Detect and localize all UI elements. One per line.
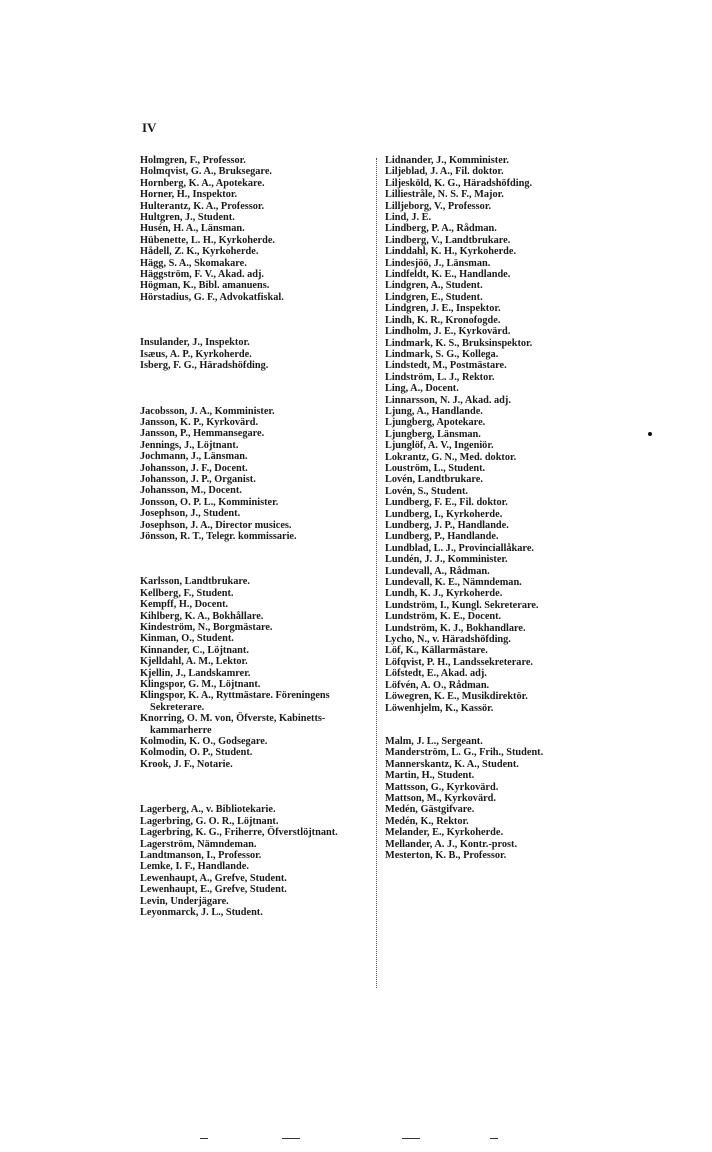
list-entry: Hornberg, K. A., Apotekare. — [140, 177, 265, 189]
list-entry: Horner, H., Inspektor. — [140, 189, 238, 201]
list-entry: Lindgren, J. E., Inspektor. — [385, 303, 501, 315]
footer-dash — [490, 1138, 498, 1139]
list-entry: Lovén, S., Student. — [385, 485, 468, 497]
list-entry: Jennings, J., Löjtnant. — [140, 439, 239, 451]
list-entry: Klingspor, K. A., Ryttmästare. Föreningens — [140, 690, 330, 702]
name-group-h — [140, 155, 372, 303]
list-entry: Lovén, Landtbrukare. — [385, 474, 483, 486]
list-entry: Mattsson, G., Kyrkovärd. — [385, 781, 499, 793]
margin-dot-mark — [648, 432, 652, 436]
list-entry: Löfvén, A. O., Rådman. — [385, 679, 490, 691]
list-entry: Karlsson, Landtbrukare. — [140, 576, 250, 588]
list-entry: Isæus, A. P., Kyrkoherde. — [140, 348, 252, 360]
list-entry: Husén, H. A., Länsman. — [140, 223, 245, 235]
list-entry: Josephson, J. A., Director musices. — [140, 519, 292, 531]
footer-rule-marks — [0, 1138, 712, 1142]
list-entry: Hultgren, J., Student. — [140, 212, 235, 224]
list-entry: Lundevall, K. E., Nämndeman. — [385, 577, 522, 589]
list-entry: Lundblad, L. J., Provinciallåkare. — [385, 542, 534, 554]
list-entry: Knorring, O. M. von, Öfverste, Kabinetts- — [140, 713, 326, 725]
list-entry: Lilliestråle, N. S. F., Major. — [385, 189, 504, 201]
list-entry: Löf, K., Källarmästare. — [385, 645, 488, 657]
list-entry: Löfstedt, E., Akad. adj. — [385, 668, 487, 680]
list-entry: Insulander, J., Inspektor. — [140, 337, 250, 349]
list-entry: Lind, J. E. — [385, 212, 432, 224]
column-divider — [376, 158, 377, 988]
list-entry: Linnarsson, N. J., Akad. adj. — [385, 394, 511, 406]
list-entry: Lindström, L. J., Rektor. — [385, 371, 495, 383]
list-entry: Ling, A., Docent. — [385, 383, 459, 395]
list-entry: Lundberg, I., Kyrkoherde. — [385, 508, 503, 520]
right-column — [385, 155, 635, 861]
list-entry: Lindgren, E., Student. — [385, 291, 483, 303]
list-entry: Högman, K., Bibl. amanuens. — [140, 280, 270, 292]
list-entry: Kjellin, J., Landskamrer. — [140, 667, 251, 679]
list-entry: Jansson, P., Hemmansegare. — [140, 428, 265, 440]
list-entry: Lindholm, J. E., Kyrkovärd. — [385, 326, 511, 338]
list-entry: Levin, Underjägare. — [140, 895, 229, 907]
list-entry-continuation: kammarherre — [150, 724, 212, 736]
list-entry: Jönsson, R. T., Telegr. kommissarie. — [140, 530, 297, 542]
list-entry: Holmqvist, G. A., Bruksegare. — [140, 166, 272, 178]
list-entry: Krook, J. F., Notarie. — [140, 758, 233, 770]
list-entry: Lindesjöö, J., Länsman. — [385, 257, 491, 269]
list-entry: Medén, Gästgifvare. — [385, 804, 475, 816]
footer-dash — [402, 1138, 420, 1139]
list-entry: Kempff, H., Docent. — [140, 599, 229, 611]
list-entry: Hådell, Z. K., Kyrkoherde. — [140, 246, 259, 258]
list-entry: Lagerbring, G. O. R., Löjtnant. — [140, 815, 279, 827]
list-entry: Mannerskantz, K. A., Student. — [385, 758, 519, 770]
list-entry: Kinman, O., Student. — [140, 633, 234, 645]
list-entry: Lundh, K. J., Kyrkoherde. — [385, 588, 503, 600]
list-entry: Lindmark, K. S., Bruksinspektor. — [385, 337, 533, 349]
list-entry: Kindeström, N., Borgmästare. — [140, 622, 273, 633]
list-entry: Lundberg, J. P., Handlande. — [385, 520, 509, 531]
list-entry: Lundström, I., Kungl. Sekreterare. — [385, 599, 539, 611]
list-entry: Kellberg, F., Student. — [140, 587, 234, 599]
footer-dash — [282, 1138, 300, 1139]
list-entry: Liljeblad, J. A., Fil. doktor. — [385, 166, 504, 178]
list-entry: Mesterton, K. B., Professor. — [385, 849, 507, 861]
list-entry: Lokrantz, G. N., Med. doktor. — [385, 451, 517, 463]
list-entry: Mellander, A. J., Kontr.-prost. — [385, 838, 518, 850]
list-entry: Kjelldahl, A. M., Lektor. — [140, 656, 248, 668]
name-group-m — [385, 736, 635, 861]
list-entry: Hägg, S. A., Skomakare. — [140, 257, 247, 269]
list-entry: Johansson, J. F., Docent. — [140, 462, 248, 474]
list-entry: Lindberg, V., Landtbrukare. — [385, 234, 511, 246]
list-entry: Lundström, K. E., Docent. — [385, 611, 502, 623]
list-entry: Lewenhaupt, A., Grefve, Student. — [140, 872, 287, 884]
name-group-k — [140, 576, 372, 770]
list-entry: Ljung, A., Handlande. — [385, 405, 483, 417]
list-entry: Lewenhaupt, E., Grefve, Student. — [140, 884, 287, 896]
list-entry: Lindgren, A., Student. — [385, 280, 483, 292]
name-group-l-right — [385, 155, 635, 714]
name-group-l-left — [140, 804, 372, 918]
page-number: IV — [142, 120, 157, 135]
list-entry: Löwegren, K. E., Musikdirektör. — [385, 691, 528, 703]
list-entry: Kinnander, C., Löjtnant. — [140, 644, 249, 656]
list-entry: Lagerbring, K. G., Friherre, Öfverstlöjtnant. — [140, 827, 338, 839]
list-entry: Lemke, I. F., Handlande. — [140, 861, 249, 873]
list-entry: Johansson, J. P., Organist. — [140, 473, 256, 485]
list-entry: Ljungberg, Apotekare. — [385, 417, 486, 429]
list-entry: Liljesköld, K. G., Häradshöfding. — [385, 177, 533, 189]
list-entry: Lycho, N., v. Häradshöfding. — [385, 634, 511, 646]
list-entry: Melander, E., Kyrkoherde. — [385, 827, 504, 839]
list-entry: Klingspor, G. M., Löjtnant. — [140, 679, 261, 691]
list-entry: Löwenhjelm, K., Kassör. — [385, 702, 494, 714]
list-entry: Lindmark, S. G., Kollega. — [385, 348, 499, 360]
list-entry: Lindberg, P. A., Rådman. — [385, 223, 497, 235]
list-entry: Kolmodin, K. O., Godsegare. — [140, 736, 268, 748]
list-entry: Lundberg, P., Handlande. — [385, 531, 499, 543]
list-entry: Hübenette, L. H., Kyrkoherde. — [140, 234, 275, 246]
list-entry: Josephson, J., Student. — [140, 508, 241, 520]
list-entry: Martin, H., Student. — [385, 770, 475, 782]
list-entry: Lagerström, Nämndeman. — [140, 838, 257, 850]
list-entry: Mattson, M., Kyrkovärd. — [385, 792, 496, 804]
list-entry: Lindh, K. R., Kronofogde. — [385, 314, 501, 326]
list-entry: Lidnander, J., Komminister. — [385, 155, 509, 166]
list-entry: Malm, J. L., Sergeant. — [385, 735, 483, 747]
list-entry: Isberg, F. G., Häradshöfding. — [140, 360, 269, 372]
list-entry: Medén, K., Rektor. — [385, 815, 469, 827]
list-entry: Lindstedt, M., Postmästare. — [385, 360, 507, 372]
list-entry: Lilljeborg, V., Professor. — [385, 200, 492, 212]
left-column — [140, 155, 372, 918]
name-group-j — [140, 406, 372, 543]
list-entry: Ljunglöf, A. V., Ingeniör. — [385, 440, 494, 452]
list-entry: Lundberg, F. E., Fil. doktor. — [385, 497, 508, 509]
list-entry: Holmgren, F., Professor. — [140, 155, 246, 166]
list-entry: Jonsson, O. P. L., Komminister. — [140, 496, 279, 508]
list-entry: Manderström, L. G., Frih., Student. — [385, 747, 544, 759]
list-entry: Ljungberg, Länsman. — [385, 428, 481, 440]
list-entry: Louström, L., Student. — [385, 462, 486, 474]
list-entry: Johansson, M., Docent. — [140, 485, 242, 497]
list-entry: Löfqvist, P. H., Landssekreterare. — [385, 656, 533, 668]
list-entry: Hulterantz, K. A., Professor. — [140, 200, 265, 212]
list-entry: Lundén, J. J., Komminister. — [385, 554, 508, 566]
list-entry: Lagerberg, A., v. Bibliotekarie. — [140, 804, 276, 816]
list-entry: Häggström, F. V., Akad. adj. — [140, 269, 264, 281]
list-entry: Kolmodin, O. P., Student. — [140, 747, 253, 759]
list-entry: Kihlberg, K. A., Bokhållare. — [140, 610, 264, 622]
list-entry: Landtmanson, I., Professor. — [140, 849, 262, 861]
list-entry: Linddahl, K. H., Kyrkoherde. — [385, 246, 517, 258]
list-entry: Hörstadius, G. F., Advokatfiskal. — [140, 291, 284, 303]
list-entry: Jacobsson, J. A., Komminister. — [140, 405, 275, 417]
name-group-i — [140, 337, 372, 371]
list-entry: Lindfeldt, K. E., Handlande. — [385, 269, 511, 281]
footer-dash — [200, 1138, 208, 1139]
list-entry: Jansson, K. P., Kyrkovärd. — [140, 416, 259, 428]
list-entry: Lundström, K. J., Bokhandlare. — [385, 622, 526, 634]
list-entry: Leyonmarck, J. L., Student. — [140, 906, 263, 918]
list-entry: Jochmann, J., Länsman. — [140, 451, 248, 463]
list-entry-continuation: Sekreterare. — [150, 701, 205, 713]
list-entry: Lundevall, A., Rådman. — [385, 565, 490, 577]
